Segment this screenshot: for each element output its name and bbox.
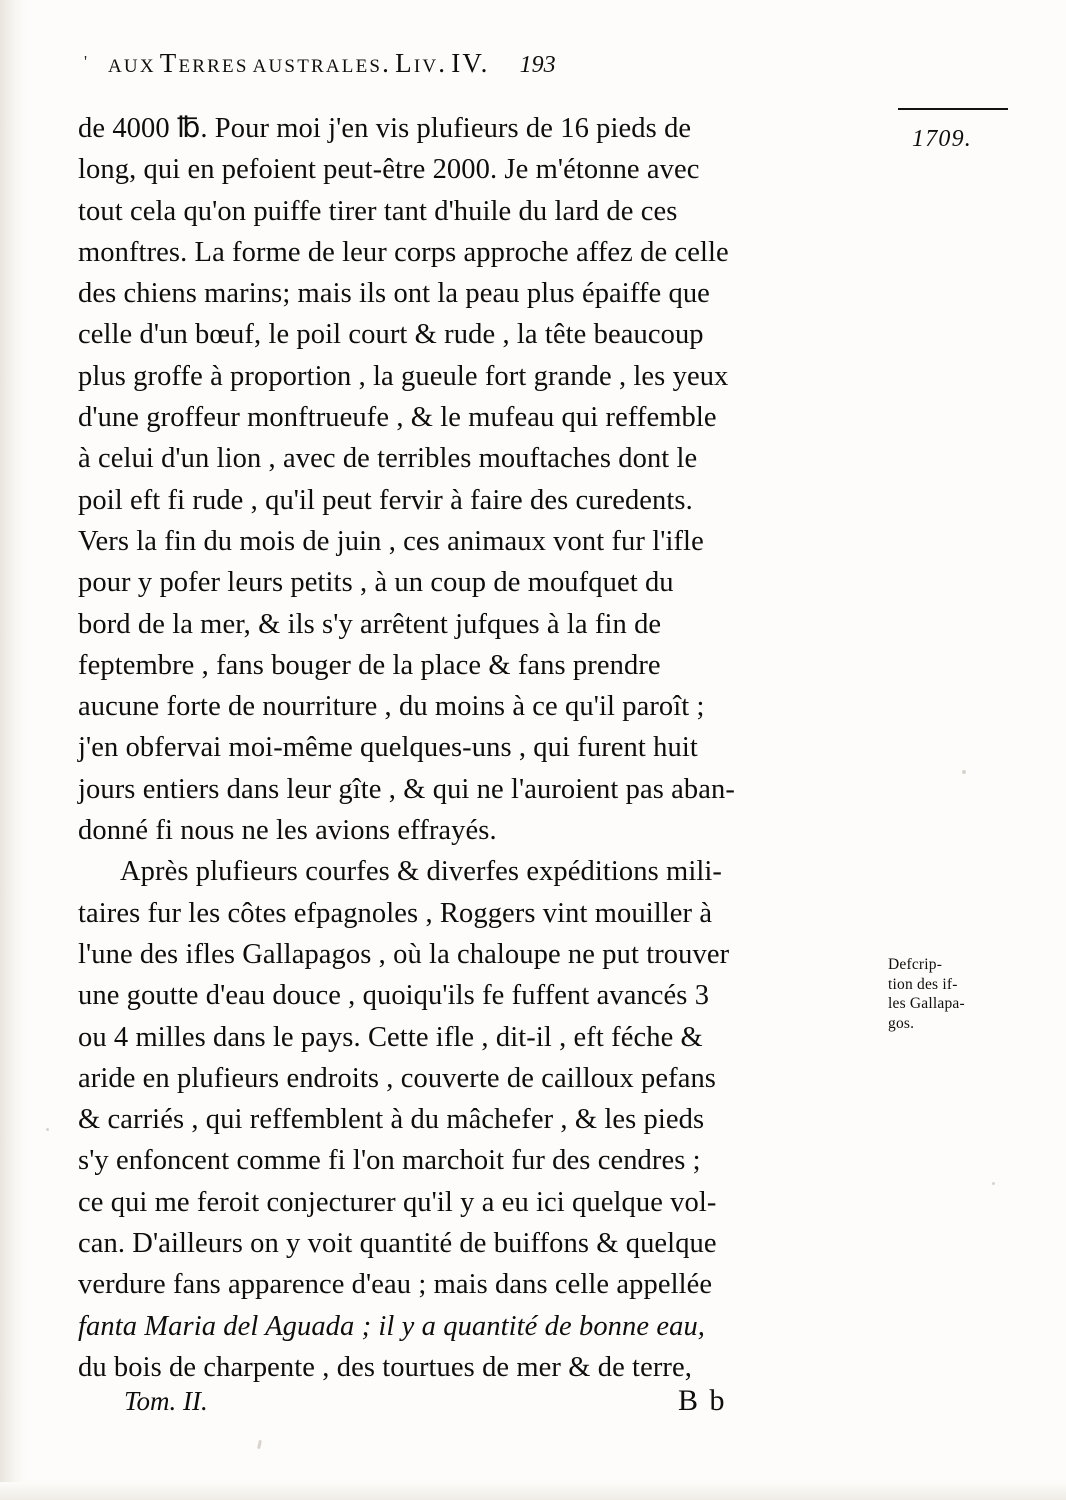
text-line: plus groffe à proportion , la gueule fort grande , les yeux <box>78 360 729 392</box>
text-line: verdure fans apparence d'eau ; mais dans celle appellée <box>78 1269 713 1301</box>
running-head-prefix: aux <box>108 48 156 78</box>
text-line: d'une groffeur monftrueufe , & le mufeau qui reffemble <box>78 402 717 434</box>
text-line: long, qui en pefoient peut-être 2000. Je m'étonne avec <box>78 154 700 186</box>
margin-note-line: Defcrip- <box>888 956 943 973</box>
text-line: de 4000 ℔. Pour moi j'en vis plufieurs de 16 pieds de <box>78 113 692 144</box>
running-head-title-part2: australes. <box>252 48 392 78</box>
text-line: jours entiers dans leur gîte , & qui ne l'auroient pas aban- <box>78 773 735 805</box>
text-line: fanta Maria del Aguada ; il y a quantité de bonne eau, <box>78 1310 706 1342</box>
text-line: donné fi nous ne les avions effrayés. <box>78 815 497 847</box>
text-line: poil eft fi rude , qu'il peut fervir à faire des curedents. <box>78 484 693 516</box>
text-line: s'y enfoncent comme fi l'on marchoit fur des cendres ; <box>78 1145 701 1177</box>
text-line: can. D'ailleurs on y voit quantité de buiffons & quelque <box>78 1228 717 1260</box>
paper-speck <box>257 1440 262 1449</box>
text-line: une goutte d'eau douce , quoiqu'ils fe fuffent avancés 3 <box>78 980 710 1012</box>
text-line: Après plufieurs courfes & diverfes expéditions mili- <box>120 856 722 888</box>
text-line: monftres. La forme de leur corps approche affez de celle <box>78 236 729 268</box>
margin-note <box>888 955 1008 1033</box>
text-line: du bois de charpente , des tourtues de mer & de terre, <box>78 1351 692 1383</box>
text-line: j'en obfervai moi-même quelques-uns , qui furent huit <box>78 732 698 764</box>
text-line: celle d'un bœuf, le poil court & rude , la tête beaucoup <box>78 319 704 351</box>
margin-note-line: les Gallapa- <box>888 995 965 1012</box>
margin-rule <box>898 108 1008 110</box>
margin-note-line: gos. <box>888 1014 915 1032</box>
signature-mark: B b <box>678 1384 727 1417</box>
running-head <box>108 48 908 92</box>
page-footer <box>78 1386 878 1426</box>
header-tick-mark: ' <box>84 52 88 71</box>
text-line: taires fur les côtes efpagnoles , Roggers vint mouiller à <box>78 897 713 929</box>
text-line: aride en plufieurs endroits , couverte de cailloux pefans <box>78 1062 717 1094</box>
paper-speck <box>992 1182 995 1185</box>
text-line: Vers la fin du mois de juin , ces animaux vont fur l'ifle <box>78 525 704 557</box>
body-text <box>78 108 878 1388</box>
text-line: bord de la mer, & ils s'y arrêtent jufques à la fin de <box>78 608 662 640</box>
page-number: 193 <box>519 52 556 78</box>
text-line: & carriés , qui reffemblent à du mâchefer , & les pieds <box>78 1104 705 1136</box>
running-head-title-part1: Terres <box>159 48 249 78</box>
text-line: aucune forte de nourriture , du moins à ce qu'il paroît ; <box>78 691 705 723</box>
paper-speck <box>46 1128 49 1131</box>
margin-year: 1709. <box>912 126 972 152</box>
margin-note-line: tion des if- <box>888 975 958 993</box>
text-line: feptembre , fans bouger de la place & fans prendre <box>78 649 661 681</box>
paper-speck <box>962 770 966 774</box>
text-line: l'une des ifles Gallapagos , où la chaloupe ne put trouver <box>78 938 730 970</box>
page-edge-shading-bottom <box>0 1482 1066 1500</box>
text-line: à celui d'un lion , avec de terribles mouftaches dont le <box>78 443 698 475</box>
text-line: ou 4 milles dans le pays. Cette ifle , dit-il , eft féche & <box>78 1021 703 1053</box>
volume-mark: Tom. II. <box>124 1386 208 1416</box>
text-line: ce qui me feroit conjecturer qu'il y a eu ici quelque vol- <box>78 1186 717 1218</box>
page-edge-shading-left <box>0 0 26 1500</box>
text-line: pour y pofer leurs petits , à un coup de moufquet du <box>78 567 674 599</box>
running-head-book-number: IV. <box>451 48 490 78</box>
text-line: tout cela qu'on puiffe tirer tant d'huile du lard de ces <box>78 195 678 227</box>
running-head-book-label: Liv. <box>395 48 448 78</box>
text-line: des chiens marins; mais ils ont la peau plus épaiffe que <box>78 278 710 310</box>
